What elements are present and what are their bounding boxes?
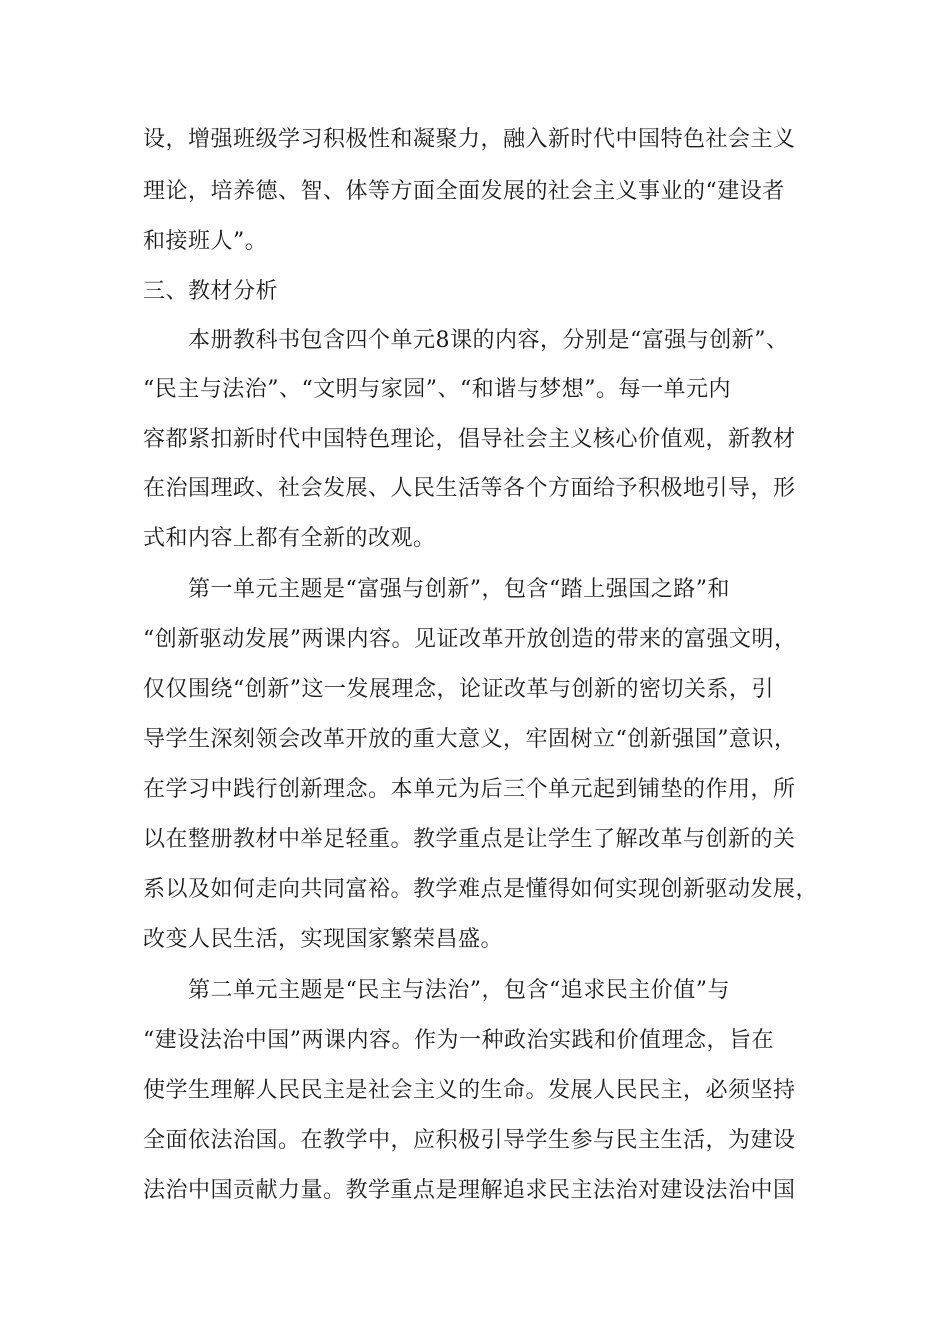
- section-heading: 三、教材分析: [143, 279, 279, 304]
- paragraph-line: 在学习中践行创新理念。本单元为后三个单元起到铺垫的作用，所: [143, 777, 796, 802]
- paragraph-line: 全面依法治国。在教学中，应积极引导学生参与民主生活，为建设: [143, 1128, 796, 1153]
- paragraph-line: “民主与法治”、“文明与家园”、“和谐与梦想”。每一单元内: [143, 377, 731, 402]
- paragraph-line: 理论，培养德、智、体等方面全面发展的社会主义事业的“建设者: [143, 179, 785, 204]
- paragraph-line: 法治中国贡献力量。教学重点是理解追求民主法治对建设法治中国: [143, 1178, 796, 1203]
- paragraph-line: 改变人民生活，实现国家繁荣昌盛。: [143, 927, 504, 952]
- paragraph-line: 仅仅围绕“创新”这一发展理念，论证改革与创新的密切关系，引: [143, 677, 774, 702]
- paragraph-line: 在治国理政、社会发展、人民生活等各个方面给予积极地引导，形: [143, 476, 796, 501]
- paragraph-line: 第二单元主题是“民主与法治”，包含“追求民主价值”与: [188, 978, 730, 1003]
- paragraph-line: 本册教科书包含四个单元8课的内容，分别是“富强与创新”、: [188, 328, 789, 353]
- paragraph-line: 使学生理解人民民主是社会主义的生命。发展人民民主，必须坚持: [143, 1078, 796, 1103]
- paragraph-line: 导学生深刻领会改革开放的重大意义，牢固树立“创新强国”意识，: [143, 727, 797, 752]
- paragraph-line: 式和内容上都有全新的改观。: [143, 526, 436, 551]
- paragraph-line: 第一单元主题是“富强与创新”，包含“踏上强国之路”和: [188, 577, 730, 602]
- paragraph-line: 和接班人”。: [143, 229, 268, 254]
- paragraph-line: “创新驱动发展”两课内容。见证改革开放创造的带来的富强文明，: [143, 627, 797, 652]
- paragraph-line: 以在整册教材中举足轻重。教学重点是让学生了解改革与创新的关: [143, 827, 796, 852]
- paragraph-line: 容都紧扣新时代中国特色理论，倡导社会主义核心价值观，新教材: [143, 427, 796, 452]
- paragraph-line: “建设法治中国”两课内容。作为一种政治实践和价值理念，旨在: [143, 1028, 774, 1053]
- paragraph-line: 系以及如何走向共同富裕。教学难点是懂得如何实现创新驱动发展，: [143, 877, 819, 902]
- paragraph-line: 设，增强班级学习积极性和凝聚力，融入新时代中国特色社会主义: [143, 127, 796, 152]
